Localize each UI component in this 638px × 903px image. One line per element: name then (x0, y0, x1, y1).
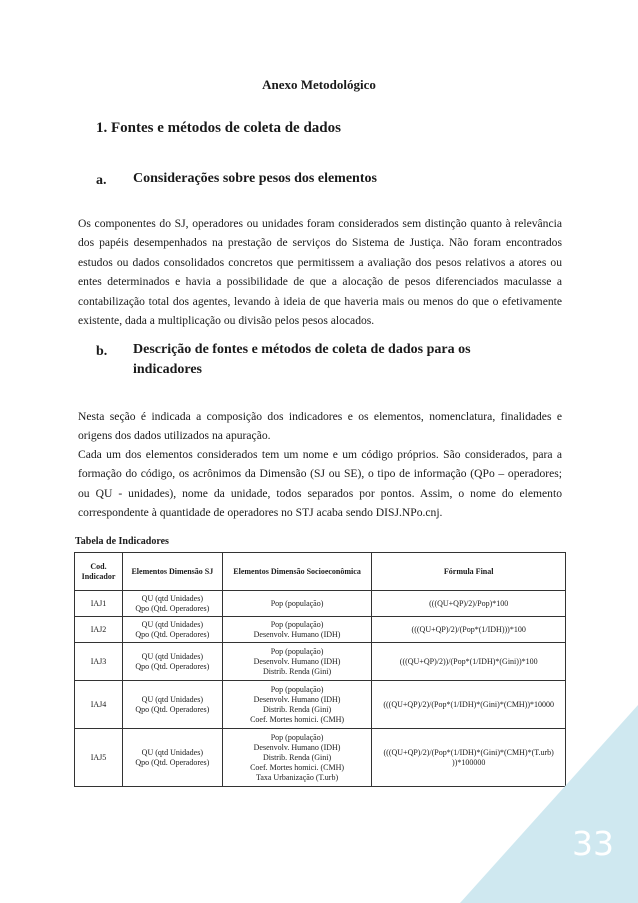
subsection-b-marker: b. (96, 344, 108, 359)
page-number: 33 (572, 824, 614, 863)
table-row (75, 617, 566, 643)
row-code: IAJ1 (75, 591, 123, 617)
row-formula: (((QU+QP)/2)/(Pop*(1/IDH)))*100 (372, 617, 566, 643)
table-caption: Tabela de Indicadores (75, 536, 169, 547)
paragraph-weights: Os componentes do SJ, operadores ou unidades foram considerados sem distinção quanto à relevância dos papéis desempenhados na prestação de serviços do Sistema de Justiça. Não foram encontrados estudos ou dados consolidados concretos que permitissem a avaliação dos pesos relativos a atores ou entes determinados e havia a possibilidade de que a alocação de pesos diferenciados maculasse a contabilização total dos agentes, levando à ideia de que haveria mais ou menos do que o efetivamente existente, dada a multiplicação ou divisão pelos pesos alocados. (78, 217, 562, 328)
header-code: Cod. Indicador (75, 553, 123, 591)
row-se: Pop (população) Desenvolv. Humano (IDH) Distrib. Renda (Gini) Coef. Mortes homici. (CMH) Taxa Urbanização (T.urb) (222, 729, 372, 787)
row-se: Pop (população) (222, 591, 372, 617)
subsection-a-heading: Considerações sobre pesos dos elementos (133, 171, 377, 186)
row-sj: QU (qtd Unidades) Qpo (Qtd. Operadores) (122, 729, 222, 787)
paragraph-codes: Cada um dos elementos considerados tem um nome e um código próprios. São considerados, para a formação do código, os acrônimos da Dimensão (SJ ou SE), o tipo de informação (QPo – operadores; ou QU - unidades), nome da unidade, todos separados por pontos. Assim, o nome do elemento correspondente à quantidade de operadores no STJ acaba sendo DISJ.NPo.cnj. (78, 448, 562, 520)
header-formula: Fórmula Final (372, 553, 566, 591)
row-formula: (((QU+QP)/2)/(Pop*(1/IDH)*(Gini)*(CMH))*10000 (372, 681, 566, 729)
row-formula: (((QU+QP)/2)/(Pop*(1/IDH)*(Gini)*(CMH)*(T.urb) ))*100000 (372, 729, 566, 787)
table-row (75, 643, 566, 681)
row-code: IAJ5 (75, 729, 123, 787)
corner-decoration (460, 705, 638, 903)
paragraph-composition: Nesta seção é indicada a composição dos indicadores e os elementos, nomenclatura, finalidades e origens dos dados utilizados na apuração. (78, 410, 562, 443)
row-code: IAJ4 (75, 681, 123, 729)
row-formula: (((QU+QP)/2)/Pop)*100 (372, 591, 566, 617)
row-sj: QU (qtd Unidades) Qpo (Qtd. Operadores) (122, 591, 222, 617)
subsection-a-marker: a. (96, 173, 107, 188)
row-sj: QU (qtd Unidades) Qpo (Qtd. Operadores) (122, 681, 222, 729)
row-sj: QU (qtd Unidades) Qpo (Qtd. Operadores) (122, 617, 222, 643)
row-sj: QU (qtd Unidades) Qpo (Qtd. Operadores) (122, 643, 222, 681)
table-header-row (75, 553, 566, 591)
row-code: IAJ3 (75, 643, 123, 681)
page-title: Anexo Metodológico (262, 77, 376, 92)
section-heading-1: 1. Fontes e métodos de coleta de dados (96, 120, 341, 136)
row-se: Pop (população) Desenvolv. Humano (IDH) (222, 617, 372, 643)
row-formula: (((QU+QP)/2))/(Pop*(1/IDH)*(Gini))*100 (372, 643, 566, 681)
subsection-b-heading: Descrição de fontes e métodos de coleta de dados para os indicadores (133, 342, 471, 377)
row-se: Pop (população) Desenvolv. Humano (IDH) Distrib. Renda (Gini) Coef. Mortes homici. (CMH) (222, 681, 372, 729)
header-sj: Elementos Dimensão SJ (122, 553, 222, 591)
table-row (75, 591, 566, 617)
header-socioeconomic: Elementos Dimensão Socioeconômica (222, 553, 372, 591)
row-code: IAJ2 (75, 617, 123, 643)
row-se: Pop (população) Desenvolv. Humano (IDH) Distrib. Renda (Gini) (222, 643, 372, 681)
